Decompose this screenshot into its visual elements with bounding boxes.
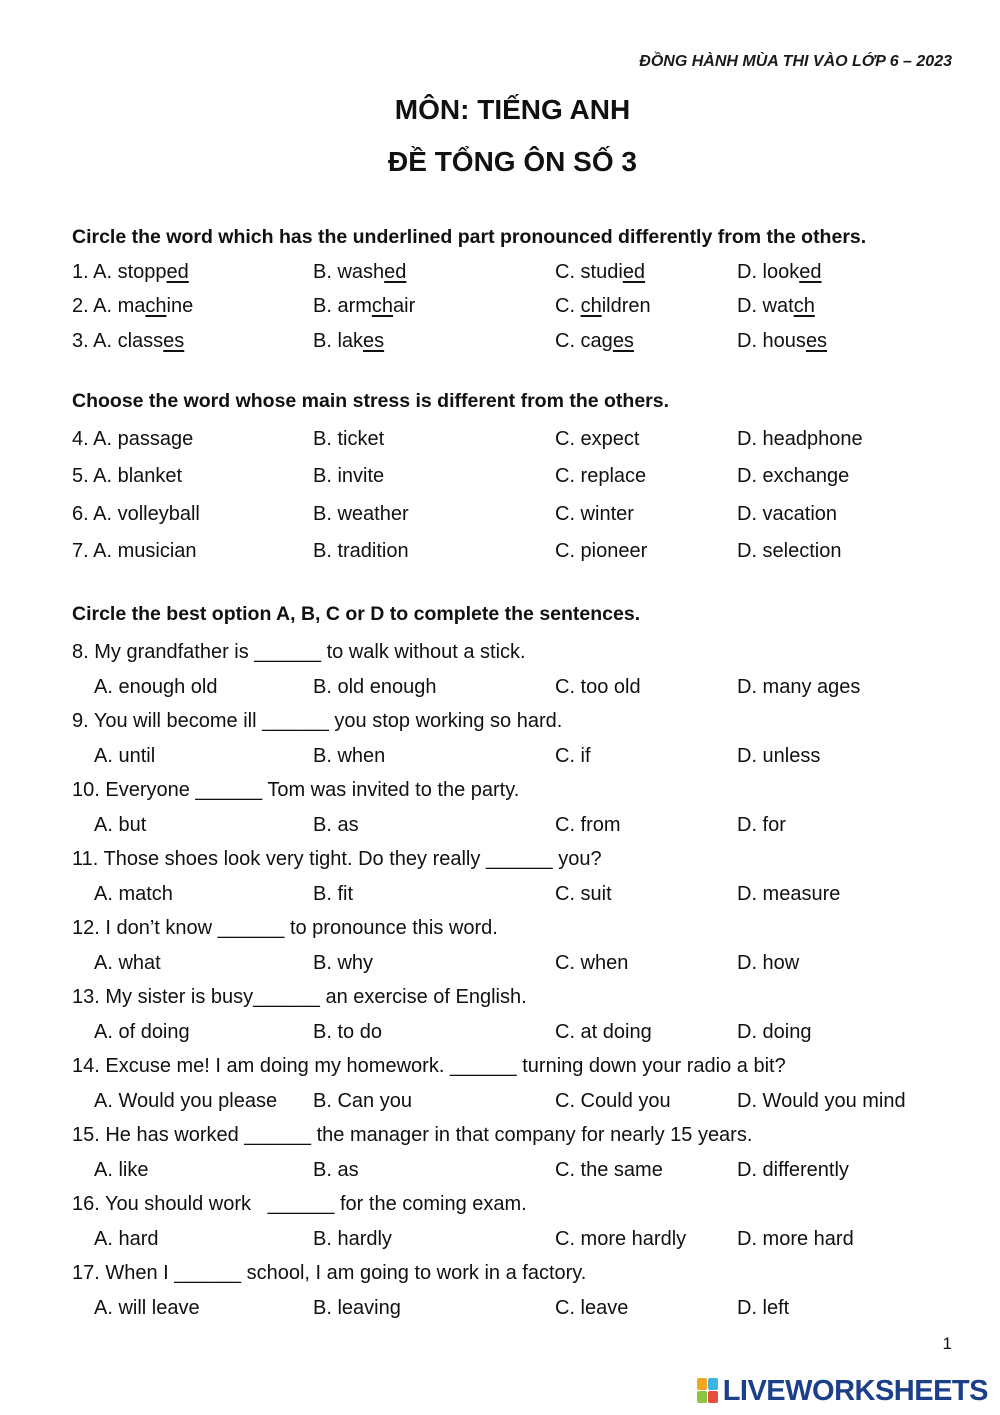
answer-option[interactable]: C. Could you: [555, 1089, 671, 1112]
answer-option[interactable]: C. expect: [555, 428, 640, 450]
answer-option[interactable]: B. weather: [313, 503, 409, 525]
answer-option[interactable]: C. if: [555, 744, 591, 767]
answer-option[interactable]: A. match: [94, 882, 173, 905]
answer-option[interactable]: B. leaving: [313, 1296, 401, 1319]
question-stem: 15. He has worked ______ the manager in that company for nearly 15 years.: [72, 1124, 753, 1146]
answer-option[interactable]: D. headphone: [737, 428, 863, 450]
question-stem: 13. My sister is busy______ an exercise of English.: [72, 986, 527, 1008]
answer-option[interactable]: A. will leave: [94, 1296, 200, 1319]
answer-option[interactable]: C. when: [555, 951, 629, 974]
answer-option[interactable]: C. studied: [555, 261, 646, 283]
answer-option[interactable]: B. as: [313, 1158, 359, 1181]
answer-option[interactable]: B. when: [313, 744, 386, 767]
answer-option[interactable]: A. of doing: [94, 1020, 190, 1043]
answer-option[interactable]: D. Would you mind: [737, 1089, 906, 1112]
answer-option[interactable]: B. fit: [313, 882, 354, 905]
answer-option[interactable]: 6. A. volleyball: [72, 503, 200, 525]
test-title: ĐỀ TỔNG ÔN SỐ 3: [388, 146, 637, 177]
answer-option[interactable]: C. leave: [555, 1296, 629, 1319]
answer-option[interactable]: D. left: [737, 1296, 790, 1319]
underlined-part: ch: [145, 295, 167, 317]
underlined-part: es: [612, 330, 634, 352]
answer-option[interactable]: B. hardly: [313, 1227, 392, 1250]
underlined-part: es: [163, 330, 185, 352]
answer-option[interactable]: A. until: [94, 744, 156, 767]
answer-option[interactable]: C. too old: [555, 675, 641, 698]
answer-option[interactable]: D. doing: [737, 1020, 812, 1043]
answer-option[interactable]: B. as: [313, 813, 359, 836]
question-stem: 17. When I ______ school, I am going to work in a factory.: [72, 1262, 587, 1284]
answer-option[interactable]: D. watch: [737, 295, 815, 317]
answer-option[interactable]: B. armchair: [313, 295, 416, 317]
answer-option[interactable]: B. lakes: [313, 330, 385, 352]
answer-option[interactable]: D. exchange: [737, 465, 850, 487]
answer-option[interactable]: C. winter: [555, 503, 634, 525]
answer-option[interactable]: D. houses: [737, 330, 828, 352]
answer-option[interactable]: A. enough old: [94, 675, 218, 698]
answer-option[interactable]: D. for: [737, 813, 786, 836]
underlined-part: es: [805, 330, 828, 352]
underlined-part: ed: [799, 261, 822, 283]
question-stem: 14. Excuse me! I am doing my homework. ______ turning down your radio a bit?: [72, 1055, 786, 1077]
underlined-part: ed: [622, 261, 646, 283]
answer-option[interactable]: A. what: [94, 951, 161, 974]
question-stem: 11. Those shoes look very tight. Do they really ______ you?: [72, 848, 602, 870]
logo-text: LIVEWORKSHEETS: [722, 1374, 988, 1407]
answer-option[interactable]: B. to do: [313, 1020, 382, 1043]
answer-option[interactable]: B. why: [313, 951, 374, 974]
question-number: 3.: [72, 330, 94, 352]
answer-option[interactable]: B. Can you: [313, 1089, 412, 1112]
answer-option[interactable]: 2. A. machine: [72, 295, 194, 317]
answer-option[interactable]: 4. A. passage: [72, 428, 194, 450]
question-number: 1.: [72, 261, 94, 283]
answer-option[interactable]: D. more hard: [737, 1227, 854, 1250]
answer-option[interactable]: D. how: [737, 951, 800, 974]
answer-option[interactable]: B. ticket: [313, 428, 385, 450]
answer-option[interactable]: 7. A. musician: [72, 540, 197, 562]
underlined-part: ch: [371, 295, 394, 317]
liveworksheets-logo-icon: [697, 1378, 719, 1404]
answer-option[interactable]: D. selection: [737, 540, 842, 562]
answer-option[interactable]: D. unless: [737, 744, 821, 767]
question-stem: 12. I don’t know ______ to pronounce this word.: [72, 917, 498, 939]
answer-option[interactable]: D. differently: [737, 1158, 849, 1181]
answer-option[interactable]: C. more hardly: [555, 1227, 687, 1250]
underlined-part: ch: [580, 295, 602, 317]
underlined-part: ch: [793, 295, 815, 317]
question-number: 2.: [72, 295, 94, 317]
answer-option[interactable]: C. children: [555, 295, 651, 317]
answer-option[interactable]: C. the same: [555, 1158, 663, 1181]
answer-option[interactable]: A. Would you please: [94, 1089, 278, 1112]
answer-option[interactable]: D. looked: [737, 261, 822, 283]
section2-title: Choose the word whose main stress is different from the others.: [72, 390, 670, 412]
answer-option[interactable]: C. cages: [555, 330, 634, 352]
answer-option[interactable]: B. washed: [313, 261, 407, 283]
answer-option[interactable]: D. measure: [737, 882, 841, 905]
question-stem: 9. You will become ill ______ you stop working so hard.: [72, 710, 563, 732]
liveworksheets-logo[interactable]: [697, 1374, 988, 1408]
answer-option[interactable]: B. invite: [313, 465, 385, 487]
section3-title: Circle the best option A, B, C or D to complete the sentences.: [72, 603, 641, 625]
answer-option[interactable]: A. but: [94, 813, 147, 836]
answer-option[interactable]: C. suit: [555, 882, 612, 905]
answer-option[interactable]: B. old enough: [313, 675, 437, 698]
answer-option[interactable]: B. tradition: [313, 540, 409, 562]
header-note: ĐỒNG HÀNH MÙA THI VÀO LỚP 6 – 2023: [639, 53, 952, 70]
answer-option[interactable]: 5. A. blanket: [72, 465, 183, 487]
question-stem: 10. Everyone ______ Tom was invited to the party.: [72, 779, 520, 801]
underlined-part: ed: [166, 261, 189, 283]
question-stem: 8. My grandfather is ______ to walk without a stick.: [72, 641, 526, 663]
underlined-part: ed: [384, 261, 407, 283]
answer-option[interactable]: 3. A. classes: [72, 330, 185, 352]
answer-option[interactable]: C. replace: [555, 465, 647, 487]
subject-title: MÔN: TIẾNG ANH: [394, 94, 631, 125]
answer-option[interactable]: D. many ages: [737, 675, 861, 698]
section1-title: Circle the word which has the underlined part pronounced differently from the others.: [72, 226, 867, 248]
answer-option[interactable]: D. vacation: [737, 503, 838, 525]
underlined-part: es: [363, 330, 385, 352]
answer-option[interactable]: C. from: [555, 813, 621, 836]
answer-option[interactable]: 1. A. stopped: [72, 261, 189, 283]
answer-option[interactable]: C. at doing: [555, 1020, 652, 1043]
answer-option[interactable]: A. hard: [94, 1227, 159, 1250]
answer-option[interactable]: A. like: [94, 1158, 149, 1181]
question-stem: 16. You should work ______ for the coming exam.: [72, 1193, 527, 1215]
answer-option[interactable]: C. pioneer: [555, 540, 648, 562]
page-number: 1: [942, 1334, 952, 1353]
